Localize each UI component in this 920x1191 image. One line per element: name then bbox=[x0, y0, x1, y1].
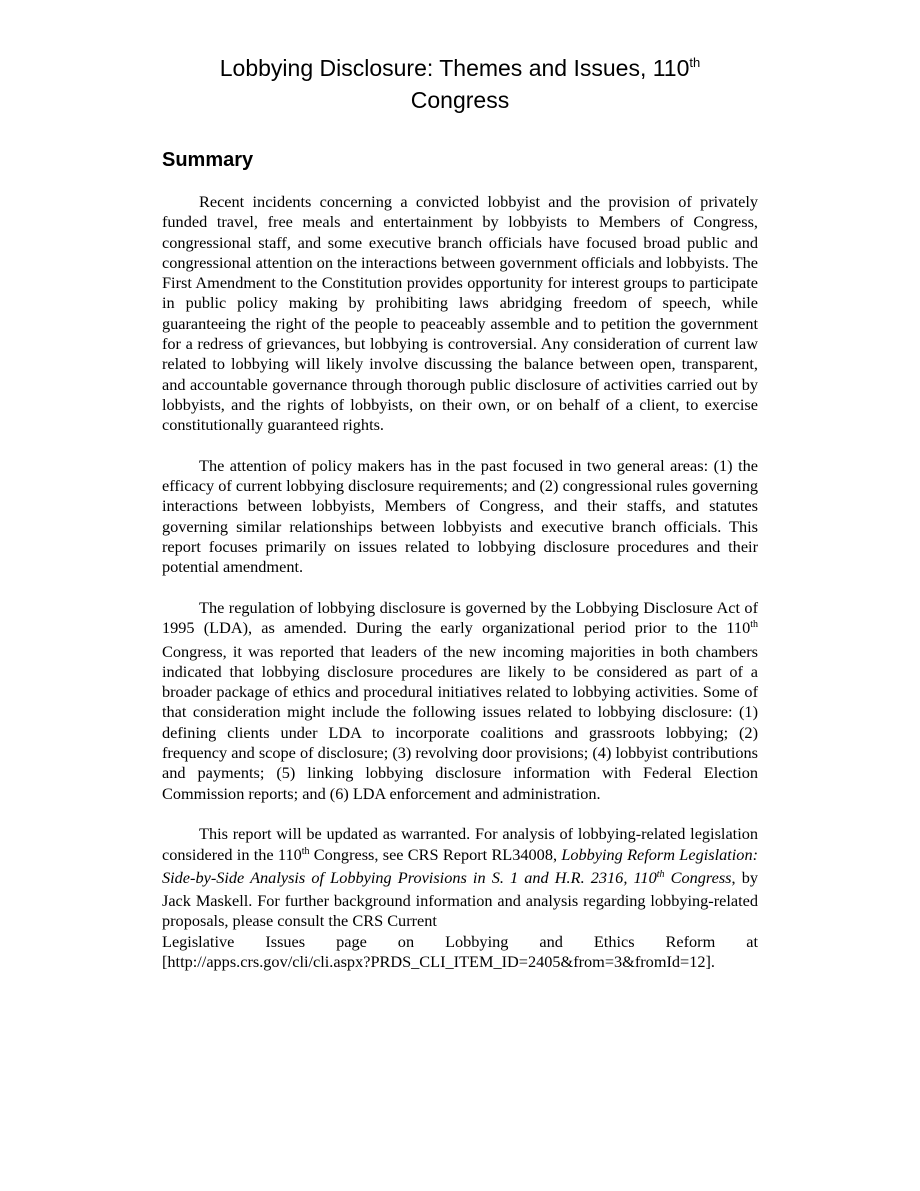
paragraph-4-text-d: Legislative Issues page on Lobbying and Ethics Reform at bbox=[162, 931, 758, 951]
paragraph-4-text-b: Congress, see CRS Report RL34008, bbox=[309, 844, 562, 864]
paragraph-3-text-b: Congress, it was reported that leaders of the new incoming majorities in both chambers indicated that lobbying disclosure procedures are likely to be considered as part of a broader package of ethics and procedural initiatives related to lobbying activities. Some of that consideration might include the following issues related to lobbying disclosure: (1) defining clients under LDA to incorporate coalitions and grassroots lobbying; (2) frequency and scope of disclosure; (3) revolving door provisions; (4) lobbyist contributions and payments; (5) linking lobbying disclosure information with Federal Election Commission reports; and (6) LDA enforcement and administration. bbox=[162, 641, 758, 803]
paragraph-4-ordinal-suffix-1: th bbox=[301, 845, 310, 857]
summary-paragraph-4 bbox=[162, 824, 758, 972]
report-title-part-1: Lobbying Reform Legislation: Side-by-Side Analysis of Lobbying Provisions in S. 1 and H.R. 2316, 110 bbox=[162, 844, 759, 887]
title-ordinal-suffix: th bbox=[689, 55, 701, 70]
paragraph-4-ordinal-suffix-2: th bbox=[656, 868, 665, 880]
summary-paragraph-1: Recent incidents concerning a convicted lobbyist and the provision of privately funded travel, free meals and entertainment by lobbyists to Members of Congress, congressional staff, and some executive branch officials have focused broad public and congressional attention on the interactions between government officials and lobbyists. The First Amendment to the Constitution provides opportunity for interest groups to participate in public policy making by prohibiting laws abridging freedom of speech, while guaranteeing the right of the people to peaceably assemble and to petition the government for a redress of grievances, but lobbying is controversial. Any consideration of current law related to lobbying will likely involve discussing the balance between open, transparent, and accountable governance through thorough public disclosure of activities carried out by lobbyists, and the rights of lobbyists, on their own, or on behalf of a client, to exercise constitutionally guaranteed rights. bbox=[162, 192, 758, 435]
title-main: Lobbying Disclosure: Themes and Issues, 110 bbox=[219, 55, 690, 81]
crs-issues-url: [http://apps.crs.gov/cli/cli.aspx?PRDS_CLI_ITEM_ID=2405&from=3&fromId=12]. bbox=[162, 951, 715, 971]
summary-paragraph-3 bbox=[162, 598, 758, 804]
report-title-part-2: Congress bbox=[664, 867, 732, 887]
paragraph-4-text-a: This report will be updated as warranted. For analysis of lobbying-related legislation considered in the 110 bbox=[162, 824, 758, 864]
paragraph-3-ordinal-suffix: th bbox=[750, 619, 758, 631]
summary-paragraph-2: The attention of policy makers has in the past focused in two general areas: (1) the efficacy of current lobbying disclosure requirements; and (2) congressional rules governing interactions between lobbyists, Members of Congress, and their staffs, and statutes governing similar relationships between lobbyists and executive branch officials. This report focuses primarily on issues related to lobbying disclosure procedures and their potential amendment. bbox=[162, 455, 758, 577]
summary-body bbox=[162, 192, 758, 993]
title-line-2: Congress bbox=[410, 87, 510, 113]
paragraph-3-text-a: The regulation of lobbying disclosure is governed by the Lobbying Disclosure Act of 1995 (LDA), as amended. During the early organizational period prior to the 110 bbox=[162, 597, 758, 638]
paragraph-4-text-c: , by Jack Maskell. For further background information and analysis regarding lobbying-related proposals, please consult the CRS Current bbox=[162, 867, 758, 931]
section-heading-summary: Summary bbox=[162, 149, 254, 171]
document-title bbox=[160, 54, 760, 114]
